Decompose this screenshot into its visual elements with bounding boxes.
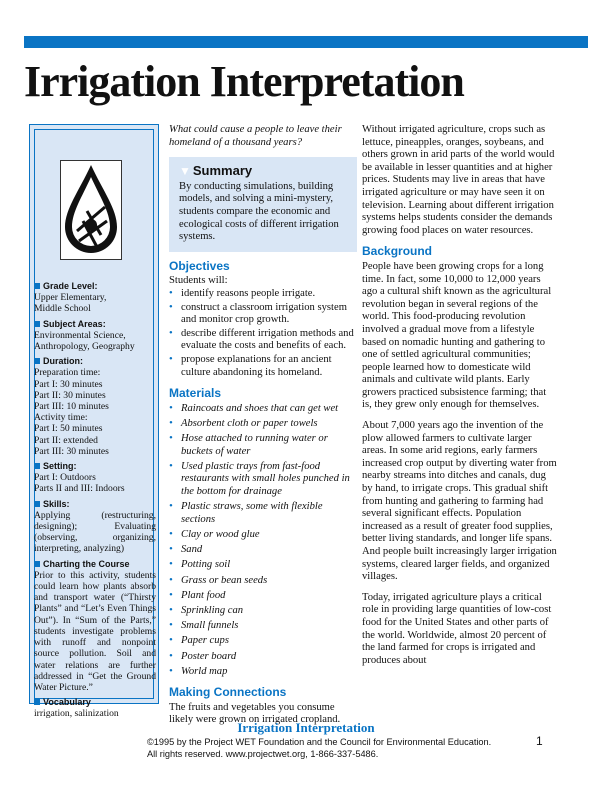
objective-item: • describe different irrigation methods and evaluate the costs and benefits of each. bbox=[169, 328, 357, 353]
sidebar-line: Part III: 10 minutes bbox=[34, 401, 109, 413]
square-bullet-icon bbox=[34, 283, 40, 289]
sidebar-section bbox=[34, 697, 156, 719]
sidebar-heading-text: Skills: bbox=[43, 498, 70, 509]
sidebar-line: Part II: extended bbox=[34, 434, 98, 446]
material-item: • Grass or bean seeds bbox=[169, 575, 357, 588]
sidebar-section bbox=[34, 499, 156, 555]
objective-item: • propose explanations for an ancient culture abandoning its homeland. bbox=[169, 354, 357, 379]
material-item: • Clay or wood glue bbox=[169, 529, 357, 542]
sidebar-line: Part III: 30 minutes bbox=[34, 445, 109, 457]
objectives-lead: Students will: bbox=[169, 275, 228, 287]
sidebar-paragraph: Applying (restructuring, designing); Evaluating (observing, organizing, interpreting, analyzing) bbox=[34, 509, 156, 555]
material-item: • Hose attached to running water or buckets of water bbox=[169, 433, 357, 458]
sidebar-line: Environmental Science, bbox=[34, 329, 126, 341]
background-paragraph: People have been growing crops for a long time. In fact, some 10,000 to 12,000 years ago a cultural shift known as the agricultural revolution began in several regions of the world. This food-producing revolution involved a gradual move from a lifestyle based on nomadic hunting and gathering to one of settled agricultural communities; people learned how to domesticate wild animals and cultivate wild plants. Early growers practiced subsistence farming; that is, they grew only enough for themselves. bbox=[362, 260, 552, 411]
materials-list bbox=[169, 403, 357, 679]
sidebar-line: Part I: Outdoors bbox=[34, 472, 96, 484]
sidebar-section-heading bbox=[34, 461, 156, 472]
square-bullet-icon bbox=[34, 321, 40, 327]
sidebar-line: Activity time: bbox=[34, 412, 88, 424]
square-bullet-icon bbox=[34, 561, 40, 567]
summary-heading bbox=[179, 165, 351, 178]
sidebar-section bbox=[34, 559, 156, 693]
sidebar-heading-text: Subject Areas: bbox=[43, 318, 106, 329]
material-item: • Small funnels bbox=[169, 620, 357, 633]
sidebar-line: Part II: 30 minutes bbox=[34, 389, 106, 401]
irrigation-logo-icon bbox=[60, 160, 122, 260]
sidebar-section-heading bbox=[34, 559, 156, 570]
column-middle bbox=[169, 124, 357, 735]
sidebar-section-heading bbox=[34, 356, 156, 367]
material-item: • Raincoats and shoes that can get wet bbox=[169, 403, 357, 416]
sidebar-section bbox=[34, 281, 156, 315]
rights-line: All rights reserved. www.projectwet.org, 1-866-337-5486. bbox=[147, 749, 379, 759]
sidebar-line: Middle School bbox=[34, 303, 91, 315]
sidebar-section-heading bbox=[34, 499, 156, 510]
sidebar-panel bbox=[29, 124, 159, 720]
square-bullet-icon bbox=[34, 501, 40, 507]
square-bullet-icon bbox=[34, 699, 40, 705]
sidebar-section-heading bbox=[34, 697, 156, 708]
page-title: Irrigation Interpretation bbox=[24, 57, 464, 106]
square-bullet-icon bbox=[34, 463, 40, 469]
objective-item: • identify reasons people irrigate. bbox=[169, 288, 357, 301]
objective-item: • construct a classroom irrigation system and monitor crop growth. bbox=[169, 302, 357, 327]
sidebar-heading-text: Grade Level: bbox=[43, 281, 98, 291]
footer-title: Irrigation Interpretation bbox=[237, 720, 375, 735]
connections-heading: Making Connections bbox=[169, 685, 287, 700]
sidebar-section bbox=[34, 356, 156, 457]
material-item: • Potting soil bbox=[169, 559, 357, 572]
sidebar-section-heading bbox=[34, 319, 156, 330]
material-item: • Plant food bbox=[169, 590, 357, 603]
summary-text: By conducting simulations, building models, and solving a mini-mystery, students compare the economic and ecological costs of different irrigation systems. bbox=[179, 180, 339, 243]
square-bullet-icon bbox=[34, 358, 40, 364]
sidebar-line: Upper Elementary, bbox=[34, 292, 107, 304]
sidebar-line: Preparation time: bbox=[34, 367, 101, 379]
material-item: • Sand bbox=[169, 544, 357, 557]
triangle-icon: ▼ bbox=[179, 164, 191, 179]
material-item: • World map bbox=[169, 666, 357, 679]
sidebar-heading-text: Vocabulary bbox=[43, 697, 91, 708]
material-item: • Poster board bbox=[169, 651, 357, 664]
sidebar-section-heading bbox=[34, 281, 156, 292]
col3-intro-paragraph: Without irrigated agriculture, crops such as lettuce, pineapples, oranges, soybeans, and others grown in arid parts of the world would be available in lesser quantities and at higher prices. Students may live in areas that have irrigated agriculture or may have seen it on television. Learning about different irrigation systems helps students consider the demands growing food places on water resources. bbox=[362, 124, 555, 236]
sidebar-heading-text: Setting: bbox=[43, 461, 77, 472]
sidebar-sections bbox=[34, 281, 156, 724]
column-right bbox=[362, 124, 558, 675]
sidebar-line: Anthropology, Geography bbox=[34, 341, 135, 353]
irrigation-logo-icon-graphic bbox=[61, 161, 121, 259]
page-number: 1 bbox=[536, 734, 543, 748]
copyright-line: ©1995 by the Project WET Foundation and the Council for Environmental Education. bbox=[147, 737, 492, 747]
sidebar-heading-text: Charting the Course bbox=[43, 558, 130, 569]
sidebar-section bbox=[34, 319, 156, 353]
sidebar-line: Parts II and III: Indoors bbox=[34, 483, 125, 495]
sidebar-line: Part I: 30 minutes bbox=[34, 378, 103, 390]
sidebar-section bbox=[34, 461, 156, 495]
material-item: • Plastic straws, some with flexible sections bbox=[169, 501, 357, 526]
objectives-heading: Objectives bbox=[169, 258, 230, 273]
summary-box bbox=[169, 157, 357, 252]
sidebar-paragraph: irrigation, salinization bbox=[34, 708, 119, 720]
material-item: • Sprinkling can bbox=[169, 605, 357, 618]
background-heading: Background bbox=[362, 244, 433, 259]
material-item: • Absorbent cloth or paper towels bbox=[169, 418, 357, 431]
background-paragraph: Today, irrigated agriculture plays a critical role in providing large quantities of low-cost food for the United States and other parts of the world. Worldwide, almost 20 percent of the land farmed for crops is irrigated and produces about bbox=[362, 591, 552, 666]
material-item: • Paper cups bbox=[169, 635, 357, 648]
footer-copyright bbox=[147, 736, 491, 760]
summary-heading-text: Summary bbox=[192, 163, 253, 179]
top-color-bar bbox=[24, 36, 588, 48]
objectives-list bbox=[169, 288, 357, 379]
intro-question: What could cause a people to leave their homeland of a thousand years? bbox=[169, 124, 342, 148]
background-paragraph: About 7,000 years ago the invention of the plow allowed farmers to cultivate larger areas. In some arid regions, early farmers increased crop output by diverting water from nearby streams into ditches and canals, dug by hand, to irrigate crops. This gradual shift from hunting and gathering to farming had several significant effects. Population increased as a result of greater food supplies, better living standards, and longer life spans. And people built increasingly larger irrigation systems, cleared larger fields, and organized villages. bbox=[362, 420, 557, 583]
material-item: • Used plastic trays from fast-food restaurants with small holes punched in the bottom for drainage bbox=[169, 461, 357, 499]
materials-heading: Materials bbox=[169, 386, 222, 401]
connections-text: The fruits and vegetables you consume likely were grown on irrigated cropland. bbox=[169, 701, 341, 726]
sidebar-paragraph: Prior to this activity, students could learn how plants absorb and transport water (“Thirsty Plants” and “Let’s Even Things Out”). In “Sum of the Parts,” students investigate problems with runoff and nonpoint source pollution. Soil and water relations are further addressed in “Get the Ground Water Picture.” bbox=[34, 569, 156, 693]
sidebar-line: Part I: 50 minutes bbox=[34, 423, 103, 435]
sidebar-heading-text: Duration: bbox=[43, 356, 83, 367]
